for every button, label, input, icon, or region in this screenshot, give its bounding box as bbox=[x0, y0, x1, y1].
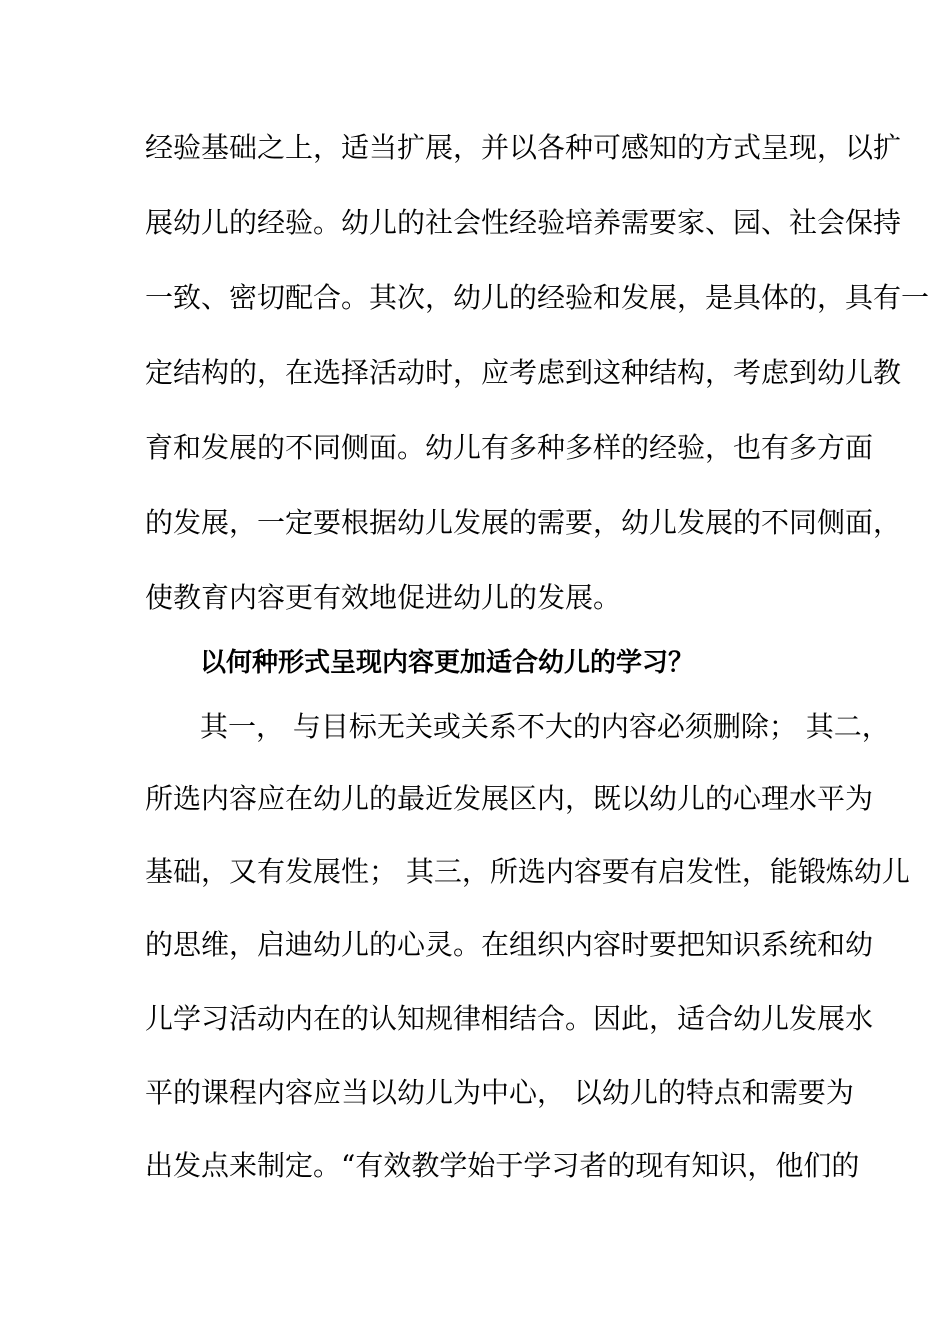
paragraph-1-line-2: 展幼儿的经验。幼儿的社会性经验培养需要家、园、社会保持 bbox=[145, 206, 902, 239]
section-heading: 以何种形式呈现内容更加适合幼儿的学习？ bbox=[200, 648, 695, 678]
paragraph-2-line-3: 基础，又有发展性； 其三，所选内容要有启发性，能锻炼幼儿 bbox=[145, 855, 910, 888]
paragraph-2-line-6: 平的课程内容应当以幼儿为中心， 以幼儿的特点和需要为 bbox=[145, 1076, 854, 1109]
paragraph-2-line-5: 儿学习活动内在的认知规律相结合。因此，适合幼儿发展水 bbox=[145, 1002, 874, 1035]
paragraph-1-line-1: 经验基础之上，适当扩展，并以各种可感知的方式呈现，以扩 bbox=[145, 131, 902, 164]
paragraph-2-line-2: 所选内容应在幼儿的最近发展区内，既以幼儿的心理水平为 bbox=[145, 782, 874, 815]
paragraph-2-line-4: 的思维，启迪幼儿的心灵。在组织内容时要把知识系统和幼 bbox=[145, 928, 874, 961]
paragraph-1-line-3: 一致、密切配合。其次，幼儿的经验和发展，是具体的，具有一 bbox=[145, 281, 930, 314]
paragraph-2-line-7: 出发点来制定。“有效教学始于学习者的现有知识，他们的 bbox=[145, 1149, 860, 1182]
paragraph-1-line-4: 定结构的，在选择活动时，应考虑到这种结构，考虑到幼儿教 bbox=[145, 356, 902, 389]
paragraph-1-line-6: 的发展，一定要根据幼儿发展的需要，幼儿发展的不同侧面， bbox=[145, 506, 902, 539]
paragraph-1-line-7: 使教育内容更有效地促进幼儿的发展。 bbox=[145, 581, 622, 614]
paragraph-1-line-5: 育和发展的不同侧面。幼儿有多种多样的经验，也有多方面 bbox=[145, 431, 874, 464]
paragraph-2-line-1: 其一， 与目标无关或关系不大的内容必须删除； 其二， bbox=[200, 710, 890, 743]
